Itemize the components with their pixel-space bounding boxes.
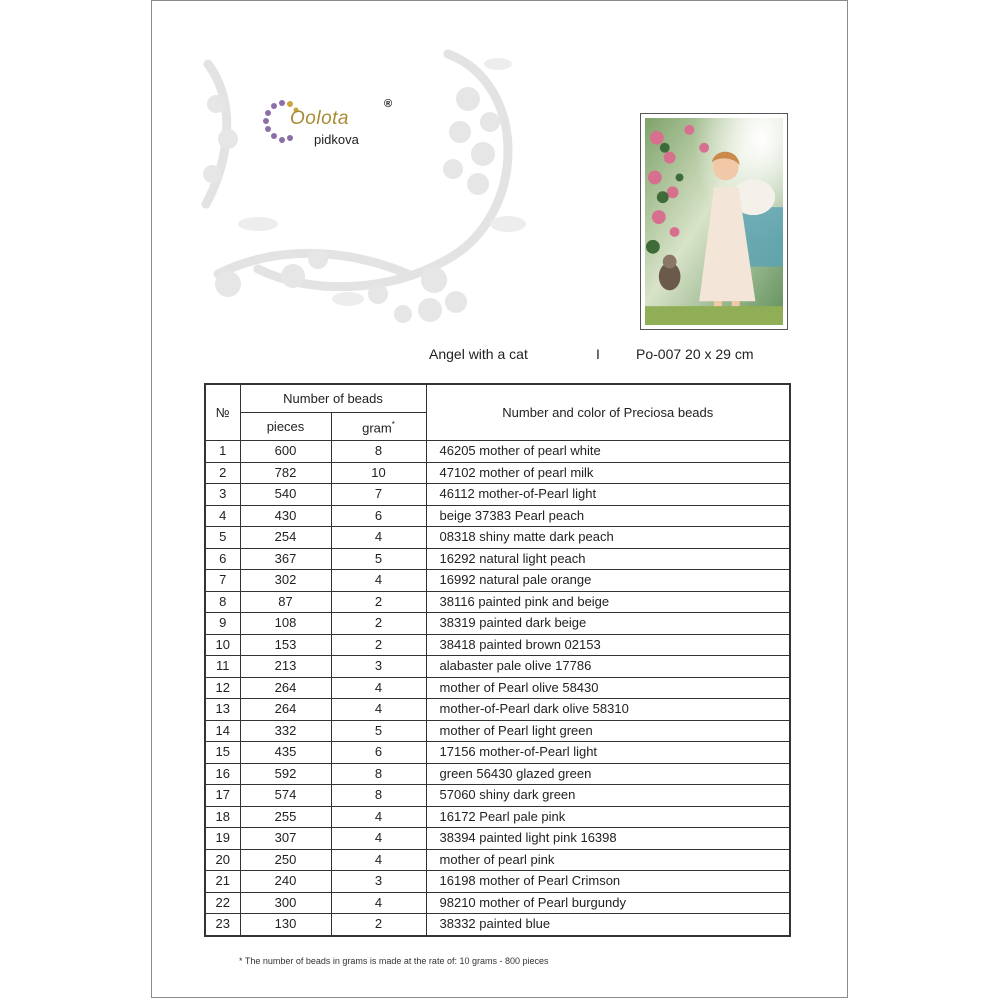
row-gram: 3	[331, 871, 426, 893]
row-description: 17156 mother-of-Pearl light	[426, 742, 790, 764]
row-gram: 2	[331, 914, 426, 936]
row-gram: 6	[331, 742, 426, 764]
row-description: 38319 painted dark beige	[426, 613, 790, 635]
row-number: 5	[205, 527, 240, 549]
row-number: 13	[205, 699, 240, 721]
row-gram: 2	[331, 634, 426, 656]
row-description: 38418 painted brown 02153	[426, 634, 790, 656]
row-number: 22	[205, 892, 240, 914]
table-row	[205, 484, 790, 506]
row-number: 23	[205, 914, 240, 936]
row-description: beige 37383 Pearl peach	[426, 505, 790, 527]
row-number: 16	[205, 763, 240, 785]
table-row	[205, 570, 790, 592]
bead-table-body	[205, 441, 790, 936]
table-row	[205, 720, 790, 742]
row-pieces: 300	[240, 892, 331, 914]
table-row	[205, 441, 790, 463]
row-description: alabaster pale olive 17786	[426, 656, 790, 678]
row-gram: 8	[331, 785, 426, 807]
table-row	[205, 828, 790, 850]
row-pieces: 367	[240, 548, 331, 570]
row-pieces: 87	[240, 591, 331, 613]
brand-name: Oolota	[290, 108, 349, 129]
row-description: 16198 mother of Pearl Crimson	[426, 871, 790, 893]
row-gram: 4	[331, 570, 426, 592]
row-gram: 8	[331, 441, 426, 463]
row-pieces: 213	[240, 656, 331, 678]
table-row	[205, 849, 790, 871]
row-pieces: 254	[240, 527, 331, 549]
row-description: 38116 painted pink and beige	[426, 591, 790, 613]
gram-label: gram	[362, 420, 392, 436]
table-row	[205, 527, 790, 549]
row-number: 14	[205, 720, 240, 742]
row-description: 16292 natural light peach	[426, 548, 790, 570]
row-gram: 5	[331, 548, 426, 570]
row-pieces: 264	[240, 699, 331, 721]
row-number: 10	[205, 634, 240, 656]
row-gram: 4	[331, 892, 426, 914]
row-description: green 56430 glazed green	[426, 763, 790, 785]
row-description: 38394 painted light pink 16398	[426, 828, 790, 850]
row-gram: 6	[331, 505, 426, 527]
row-number: 17	[205, 785, 240, 807]
row-description: 98210 mother of Pearl burgundy	[426, 892, 790, 914]
row-number: 6	[205, 548, 240, 570]
row-pieces: 430	[240, 505, 331, 527]
table-row	[205, 462, 790, 484]
row-description: 46205 mother of pearl white	[426, 441, 790, 463]
row-number: 20	[205, 849, 240, 871]
title-separator: I	[596, 346, 600, 362]
brand-logo	[262, 96, 402, 152]
registered-mark: ®	[384, 98, 393, 110]
row-description: mother of pearl pink	[426, 849, 790, 871]
footnote: * The number of beads in grams is made at the rate of: 10 grams - 800 pieces	[239, 956, 549, 966]
row-pieces: 540	[240, 484, 331, 506]
row-description: 47102 mother of pearl milk	[426, 462, 790, 484]
product-code-size: Po-007 20 x 29 cm	[636, 346, 754, 362]
row-number: 11	[205, 656, 240, 678]
table-row	[205, 892, 790, 914]
table-row	[205, 677, 790, 699]
row-pieces: 130	[240, 914, 331, 936]
row-number: 8	[205, 591, 240, 613]
col-header-beads-group: Number of beads	[240, 384, 426, 413]
row-gram: 4	[331, 527, 426, 549]
table-row	[205, 699, 790, 721]
table-row	[205, 505, 790, 527]
row-pieces: 574	[240, 785, 331, 807]
row-pieces: 435	[240, 742, 331, 764]
row-pieces: 782	[240, 462, 331, 484]
row-number: 19	[205, 828, 240, 850]
row-gram: 4	[331, 677, 426, 699]
angel-illustration	[645, 118, 783, 325]
row-gram: 2	[331, 591, 426, 613]
row-description: 38332 painted blue	[426, 914, 790, 936]
row-gram: 7	[331, 484, 426, 506]
row-description: 08318 shiny matte dark peach	[426, 527, 790, 549]
row-pieces: 592	[240, 763, 331, 785]
row-gram: 4	[331, 806, 426, 828]
row-pieces: 302	[240, 570, 331, 592]
table-row	[205, 613, 790, 635]
row-description: mother of Pearl olive 58430	[426, 677, 790, 699]
col-header-number: №	[205, 384, 240, 441]
product-title-row	[429, 346, 789, 366]
row-pieces: 250	[240, 849, 331, 871]
product-preview-image	[640, 113, 788, 330]
row-pieces: 108	[240, 613, 331, 635]
row-number: 1	[205, 441, 240, 463]
row-description: mother-of-Pearl dark olive 58310	[426, 699, 790, 721]
row-pieces: 240	[240, 871, 331, 893]
row-pieces: 600	[240, 441, 331, 463]
row-number: 2	[205, 462, 240, 484]
col-header-description: Number and color of Preciosa beads	[426, 384, 790, 441]
row-number: 7	[205, 570, 240, 592]
col-header-gram	[331, 413, 426, 441]
table-row	[205, 806, 790, 828]
row-pieces: 307	[240, 828, 331, 850]
table-row	[205, 785, 790, 807]
row-number: 3	[205, 484, 240, 506]
brand-subname: pidkova	[314, 132, 359, 147]
row-gram: 5	[331, 720, 426, 742]
product-name: Angel with a cat	[429, 346, 528, 362]
row-number: 21	[205, 871, 240, 893]
row-description: 46112 mother-of-Pearl light	[426, 484, 790, 506]
row-number: 12	[205, 677, 240, 699]
table-row	[205, 763, 790, 785]
row-gram: 8	[331, 763, 426, 785]
row-number: 4	[205, 505, 240, 527]
table-row	[205, 656, 790, 678]
table-row	[205, 591, 790, 613]
floral-ornament	[198, 44, 538, 334]
table-row	[205, 548, 790, 570]
row-description: 16172 Pearl pale pink	[426, 806, 790, 828]
row-description: mother of Pearl light green	[426, 720, 790, 742]
table-row	[205, 742, 790, 764]
row-number: 15	[205, 742, 240, 764]
row-gram: 4	[331, 699, 426, 721]
table-row	[205, 871, 790, 893]
row-pieces: 153	[240, 634, 331, 656]
row-description: 16992 natural pale orange	[426, 570, 790, 592]
row-gram: 3	[331, 656, 426, 678]
row-number: 9	[205, 613, 240, 635]
col-header-pieces: pieces	[240, 413, 331, 441]
row-pieces: 264	[240, 677, 331, 699]
row-description: 57060 shiny dark green	[426, 785, 790, 807]
row-pieces: 255	[240, 806, 331, 828]
row-gram: 10	[331, 462, 426, 484]
gram-footnote-mark: *	[391, 419, 395, 429]
table-row	[205, 634, 790, 656]
row-gram: 4	[331, 849, 426, 871]
bead-table	[204, 383, 791, 937]
table-row	[205, 914, 790, 936]
row-pieces: 332	[240, 720, 331, 742]
row-gram: 2	[331, 613, 426, 635]
row-number: 18	[205, 806, 240, 828]
row-gram: 4	[331, 828, 426, 850]
